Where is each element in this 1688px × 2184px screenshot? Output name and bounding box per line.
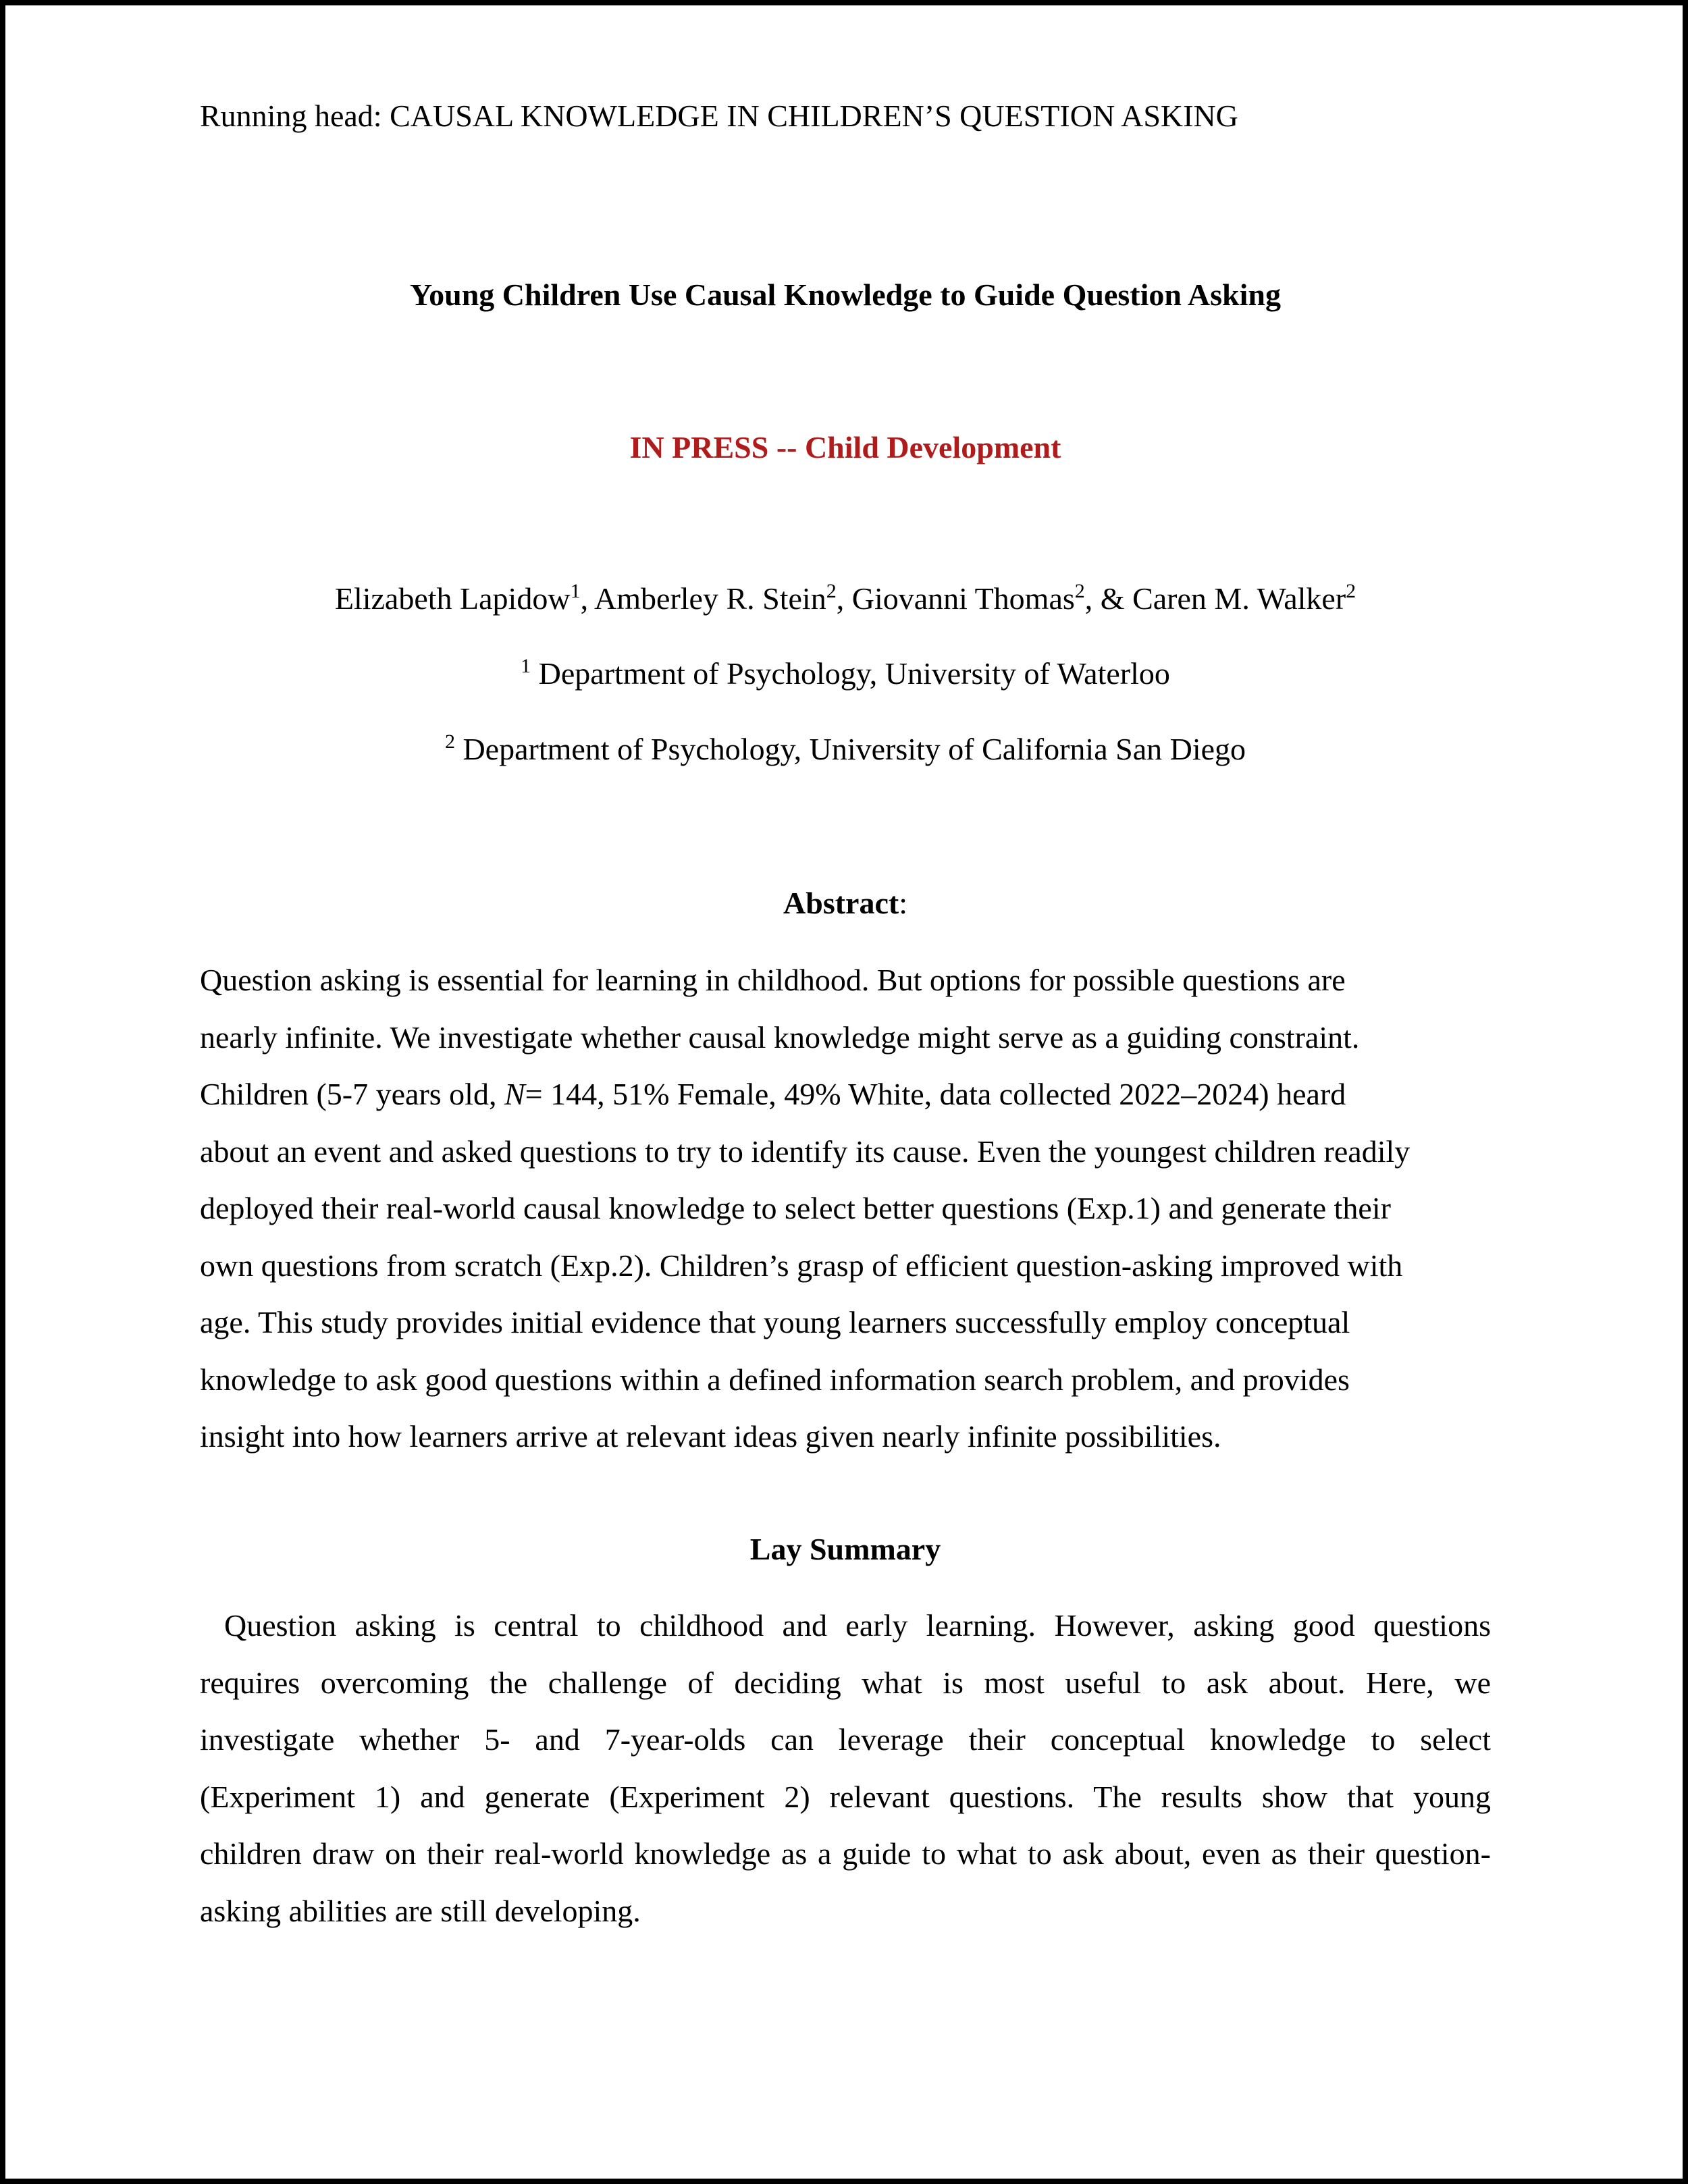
paper-title: Young Children Use Causal Knowledge to Guide Question Asking [410,277,1281,312]
affiliation-1 [200,654,1491,694]
abstract-heading-label: Abstract [783,886,899,920]
lay-summary-line: children draw on their real-world knowledge as a guide to what to ask about, even as their question- [200,1836,1491,1871]
lay-summary-line: investigate whether 5- and 7-year-olds can leverage their conceptual knowledge to select [200,1722,1491,1757]
abstract-line: knowledge to ask good questions within a defined information search problem, and provides [200,1362,1350,1397]
lay-summary-heading: Lay Summary [749,1532,941,1566]
author-affiliation-mark: 2 [826,580,837,602]
abstract-heading-colon: : [899,886,907,920]
lay-summary-line: requires overcoming the challenge of deciding what is most useful to ask about. Here, we [200,1665,1491,1700]
abstract-heading [200,883,1491,924]
author-name: Caren M. Walker [1132,581,1346,616]
abstract-line: nearly infinite. We investigate whether causal knowledge might serve as a guiding constraint. [200,1019,1360,1055]
abstract-line: Question asking is essential for learning in childhood. But options for possible questions are [200,963,1346,997]
author-separator: , [580,581,595,616]
author-list [200,579,1491,619]
author-name: Elizabeth Lapidow [334,581,571,616]
author-separator: , [836,581,852,616]
lay-summary-line: (Experiment 1) and generate (Experiment 2) relevant questions. The results show that young [200,1779,1491,1814]
abstract-line: deployed their real-world causal knowledge to select better questions (Exp.1) and generate their [200,1191,1391,1225]
author-affiliation-mark: 1 [570,580,581,602]
abstract-line: age. This study provides initial evidence that young learners successfully employ conceptual [200,1305,1350,1339]
abstract-line-text: Children (5-7 years old, [200,1077,504,1111]
lay-summary-line: Question asking is central to childhood and early learning. However, asking good questions [224,1608,1491,1643]
author-name: Giovanni Thomas [851,581,1075,616]
affiliation-2 [200,729,1491,770]
publication-status: IN PRESS -- Child Development [629,430,1061,464]
running-head: Running head: CAUSAL KNOWLEDGE IN CHILDREN’S QUESTION ASKING [200,99,1238,133]
lay-summary-body [200,1605,1491,1948]
lay-summary-line: asking abilities are still developing. [200,1893,641,1928]
affiliation-number: 1 [521,655,531,677]
abstract-line: about an event and asked questions to try to identify its cause. Even the youngest children readily [200,1134,1410,1169]
abstract-line [200,1074,1491,1131]
abstract-body [200,960,1491,1474]
author-affiliation-mark: 2 [1346,580,1356,602]
affiliation-text: Department of Psychology, University of California San Diego [454,732,1246,766]
author-name: Amberley R. Stein [594,581,826,616]
affiliation-number: 2 [444,730,455,753]
abstract-line-text: = 144, 51% Female, 49% White, data collected 2022–2024) heard [525,1077,1346,1111]
abstract-line: insight into how learners arrive at relevant ideas given nearly infinite possibilities. [200,1419,1221,1454]
affiliation-text: Department of Psychology, University of Waterloo [531,656,1170,691]
abstract-line: own questions from scratch (Exp.2). Children’s grasp of efficient question-asking improved with [200,1248,1403,1283]
author-affiliation-mark: 2 [1074,580,1085,602]
author-separator: , & [1084,581,1133,616]
sample-size-symbol: N [504,1077,525,1111]
